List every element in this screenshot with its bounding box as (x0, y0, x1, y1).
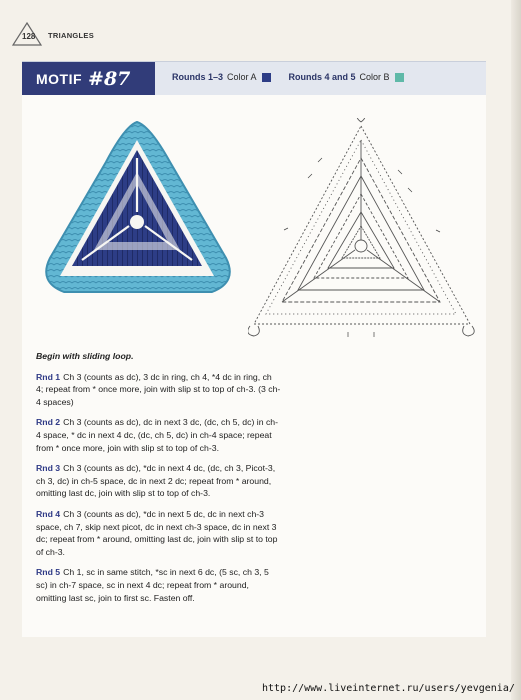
motif-number: #87 (88, 68, 131, 90)
round-label: Rnd 3 (36, 463, 61, 474)
round-text: Ch 1, sc in same stitch, *sc in next 6 dc, (5 sc, ch 3, 5 sc) in ch-7 space, sc in next 4 dc; repeat from * around, omitting last sc, join to first sc. Fasten off. (36, 567, 269, 603)
round-text: Ch 3 (counts as dc), dc in next 3 dc, (dc, ch 5, dc) in ch-4 space, * dc in next 4 dc, (dc, ch 5, dc) in ch-4 space; repeat from * once more, join with slip st to top of ch-3. (36, 417, 279, 453)
motif-title (22, 62, 155, 96)
legend-rounds-b: Rounds 4 and 5 (288, 72, 356, 82)
legend-rounds-a: Rounds 1–3 (172, 72, 224, 82)
round-4 (36, 508, 281, 558)
round-text: Ch 3 (counts as dc), 3 dc in ring, ch 4, *4 dc in ring, ch 4; repeat from * once more, join with slip st to top of ch-3. (3 ch-4 spaces) (36, 371, 281, 407)
round-label: Rnd 2 (36, 417, 61, 428)
color-a-swatch (262, 73, 271, 82)
round-label: Rnd 4 (36, 508, 61, 519)
motif-title-band (22, 61, 486, 97)
round-2 (36, 416, 281, 454)
round-label: Rnd 5 (36, 567, 61, 578)
instructions (36, 350, 281, 612)
crochet-motif-photo (30, 100, 245, 315)
instructions-intro: Begin with sliding loop. (36, 351, 134, 361)
legend-color-b: Color B (359, 72, 390, 82)
page-edge-shadow (511, 0, 521, 700)
crochet-chart-diagram (248, 118, 478, 343)
round-text: Ch 3 (counts as dc), *dc in next 4 dc, (dc, ch 3, Picot-3, ch 3, dc) in ch-5 space, dc in next 2 dc; repeat from * around, omitting last dc, join with slip st to top of ch-3. (36, 463, 276, 499)
round-label: Rnd 1 (36, 371, 61, 382)
page-header (12, 22, 212, 52)
legend-color-a: Color A (227, 72, 257, 82)
round-3 (36, 462, 281, 500)
source-watermark: http://www.liveinternet.ru/users/yevgenia/ (262, 683, 515, 694)
page-number: 128 (22, 32, 36, 41)
motif-label: MOTIF (36, 71, 83, 87)
color-b-swatch (395, 73, 404, 82)
round-1 (36, 371, 281, 409)
color-legend (172, 72, 422, 82)
section-title: TRIANGLES (48, 31, 95, 40)
round-text: Ch 3 (counts as dc), *dc in next 5 dc, dc in next ch-3 space, ch 7, skip next picot, dc in next ch-3 space, dc in next 3 dc; repeat from * around, omitting last dc, join with slip st to top of ch-3. (36, 508, 278, 557)
round-5 (36, 566, 281, 604)
